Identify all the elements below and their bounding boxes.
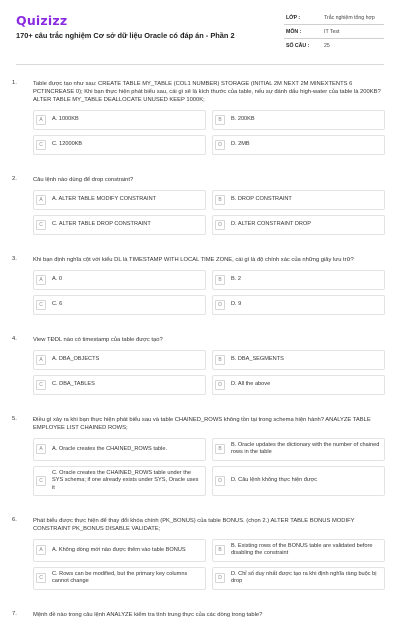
option-text: D. 9: [231, 301, 242, 308]
option-grid: [33, 539, 388, 595]
option-grid: [33, 350, 388, 400]
meta-value: Trắc nghiệm tổng hợp: [324, 15, 375, 21]
option-letter: B: [215, 545, 225, 555]
option-letter: A: [36, 275, 46, 285]
option-letter: A: [36, 115, 46, 125]
option-d[interactable]: [212, 567, 385, 590]
option-letter: D: [215, 140, 225, 150]
question-text: Điều gì xảy ra khi bạn thực hiện phát biểu sau và table CHAINED_ROWS không tồn tại trong schema hiện hành? ANALYZE TABLE EMPLOYEE LIST CHAINED ROWS;: [33, 417, 371, 431]
option-c[interactable]: [33, 135, 206, 155]
option-letter: B: [215, 355, 225, 365]
option-text: C. 12000KB: [52, 141, 83, 148]
option-letter: D: [215, 573, 225, 583]
option-letter: C: [36, 573, 46, 583]
option-letter: C: [36, 476, 46, 486]
question-text: Mệnh đề nào trong câu lệnh ANALYZE kiểm tra tình trung thực của các dòng trong table?: [33, 611, 263, 618]
option-text: B. DBA_SEGMENTS: [231, 356, 284, 363]
question-number: 2.: [12, 176, 17, 182]
option-b[interactable]: [212, 110, 385, 130]
meta-key: LỚP :: [286, 15, 301, 21]
meta-key: SỐ CÂU :: [286, 43, 310, 49]
option-a[interactable]: [33, 270, 206, 290]
question-list: [0, 72, 400, 627]
option-grid: [33, 270, 388, 320]
option-text: A. ALTER TABLE MODIFY CONSTRAINT: [52, 196, 157, 203]
option-text: C. DBA_TABLES: [52, 381, 95, 388]
option-b[interactable]: [212, 350, 385, 370]
question-text: Câu lệnh nào dùng để drop constraint?: [33, 177, 134, 183]
option-letter: D: [215, 380, 225, 390]
option-d[interactable]: [212, 295, 385, 315]
option-text: B. 200KB: [231, 116, 255, 123]
option-c[interactable]: [33, 567, 206, 590]
option-text: C. 6: [52, 301, 63, 308]
option-text: D. 2MB: [231, 141, 250, 148]
question-number: 7.: [12, 610, 17, 617]
option-letter: C: [36, 300, 46, 310]
option-text: D. Câu lệnh không thực hiện được: [231, 477, 318, 484]
question-text: View TĐDL nào có timestamp của table được tạo?: [33, 337, 163, 343]
option-a[interactable]: [33, 350, 206, 370]
option-text: C. ALTER TABLE DROP CONSTRAINT: [52, 221, 151, 228]
question-number: 6.: [12, 517, 17, 524]
option-letter: B: [215, 275, 225, 285]
option-grid: [33, 110, 388, 160]
option-text: B. Existing rows of the BONUS table are validated before disabling the constraint: [231, 543, 373, 557]
option-letter: C: [36, 220, 46, 230]
option-text: B. 2: [231, 276, 241, 283]
option-grid: [33, 438, 388, 501]
option-text: D. ALTER CONSTRAINT DROP: [231, 221, 311, 228]
option-d[interactable]: [212, 135, 385, 155]
option-text: C. Oracle creates the CHAINED_ROWS table under the SYS schema; if one already exists under SYS, Oracle uses it: [52, 469, 199, 491]
meta-value: 25: [324, 43, 330, 49]
question-number: 5.: [12, 416, 17, 422]
question-number: 3.: [12, 256, 17, 262]
meta-row-count: [284, 39, 384, 53]
question-6: [12, 509, 388, 595]
option-text: A. Oracle creates the CHAINED_ROWS table.: [52, 445, 168, 452]
option-text: A. DBA_OBJECTS: [52, 356, 100, 363]
option-text: D. Chỉ số duy nhất được tạo ra khi định nghĩa ràng buộc bị drop: [231, 570, 377, 585]
option-b[interactable]: [212, 539, 385, 562]
option-b[interactable]: [212, 270, 385, 290]
option-letter: C: [36, 140, 46, 150]
option-a[interactable]: [33, 438, 206, 461]
option-text: B. DROP CONSTRAINT: [231, 196, 292, 203]
option-c[interactable]: [33, 215, 206, 235]
question-number: 4.: [12, 336, 17, 342]
question-text: Phát biểu được thực hiện để thay đổi khóa chính (PK_BONUS) của table BONUS. (chọn 2.) ALTER TABLE BONUS MODIFY CONSTRAINT PK_BONUS DISABLE VALIDATE;: [33, 518, 355, 533]
question-1: [12, 72, 388, 160]
option-letter: D: [215, 476, 225, 486]
option-grid: [33, 190, 388, 240]
meta-value: IT Test: [324, 29, 340, 35]
option-letter: B: [215, 195, 225, 205]
question-text: Khi bạn định nghĩa cột với kiểu DL là TIMESTAMP WITH LOCAL TIME ZONE, cái gì là độ chính xác của những giây lưu trữ?: [33, 257, 354, 263]
option-d[interactable]: [212, 375, 385, 395]
option-letter: D: [215, 220, 225, 230]
option-letter: A: [36, 195, 46, 205]
option-letter: C: [36, 380, 46, 390]
header-divider: [16, 64, 384, 65]
option-c[interactable]: [33, 295, 206, 315]
header: [0, 0, 400, 62]
option-a[interactable]: [33, 539, 206, 562]
quizizz-logo: Quizizz: [16, 13, 68, 28]
meta-key: MÔN :: [286, 29, 302, 35]
option-text: A. 1000KB: [52, 116, 79, 123]
question-5: [12, 408, 388, 501]
option-letter: A: [36, 444, 46, 454]
option-letter: A: [36, 355, 46, 365]
option-letter: D: [215, 300, 225, 310]
option-a[interactable]: [33, 110, 206, 130]
option-d[interactable]: [212, 466, 385, 496]
option-letter: B: [215, 115, 225, 125]
option-c[interactable]: [33, 466, 206, 496]
question-number: 1.: [12, 80, 17, 86]
option-d[interactable]: [212, 215, 385, 235]
question-2: [12, 168, 388, 240]
question-7: [12, 603, 388, 619]
option-text: C. Rows can be modified, but the primary key columns cannot change: [52, 570, 188, 585]
option-b[interactable]: [212, 438, 385, 461]
page-title: 170+ câu trắc nghiệm Cơ sở dữ liệu Oracle có đáp án - Phần 2: [16, 31, 235, 40]
question-4: [12, 328, 388, 400]
option-text: A. 0: [52, 276, 62, 283]
option-letter: A: [36, 545, 46, 555]
question-text: Table được tạo như sau: CREATE TABLE MY_TABLE (COL1 NUMBER) STORAGE (INITIAL 2M NEXT 2M MINEXTENTS 6 PCTINCREASE 0); Khi bạn thực hiện phát biểu sau, cái gì sẽ là kích thước của table, nếu sự đánh dấu high-water của table là 200KB? ALTER TABLE MY_TABLE DEALLOCATE UNUSED KEEP 1000K;: [33, 81, 381, 103]
option-b[interactable]: [212, 190, 385, 210]
meta-row-subject: [284, 25, 384, 39]
option-a[interactable]: [33, 190, 206, 210]
option-c[interactable]: [33, 375, 206, 395]
option-letter: B: [215, 444, 225, 454]
question-3: [12, 248, 388, 320]
meta-table: [284, 11, 384, 53]
option-text: A. Không dòng mới nào được thêm vào table BONUS: [52, 546, 186, 553]
option-text: B. Oracle updates the dictionary with the number of chained rows in the table: [231, 442, 380, 456]
option-text: D. All the above: [231, 381, 271, 388]
meta-row-class: [284, 11, 384, 25]
